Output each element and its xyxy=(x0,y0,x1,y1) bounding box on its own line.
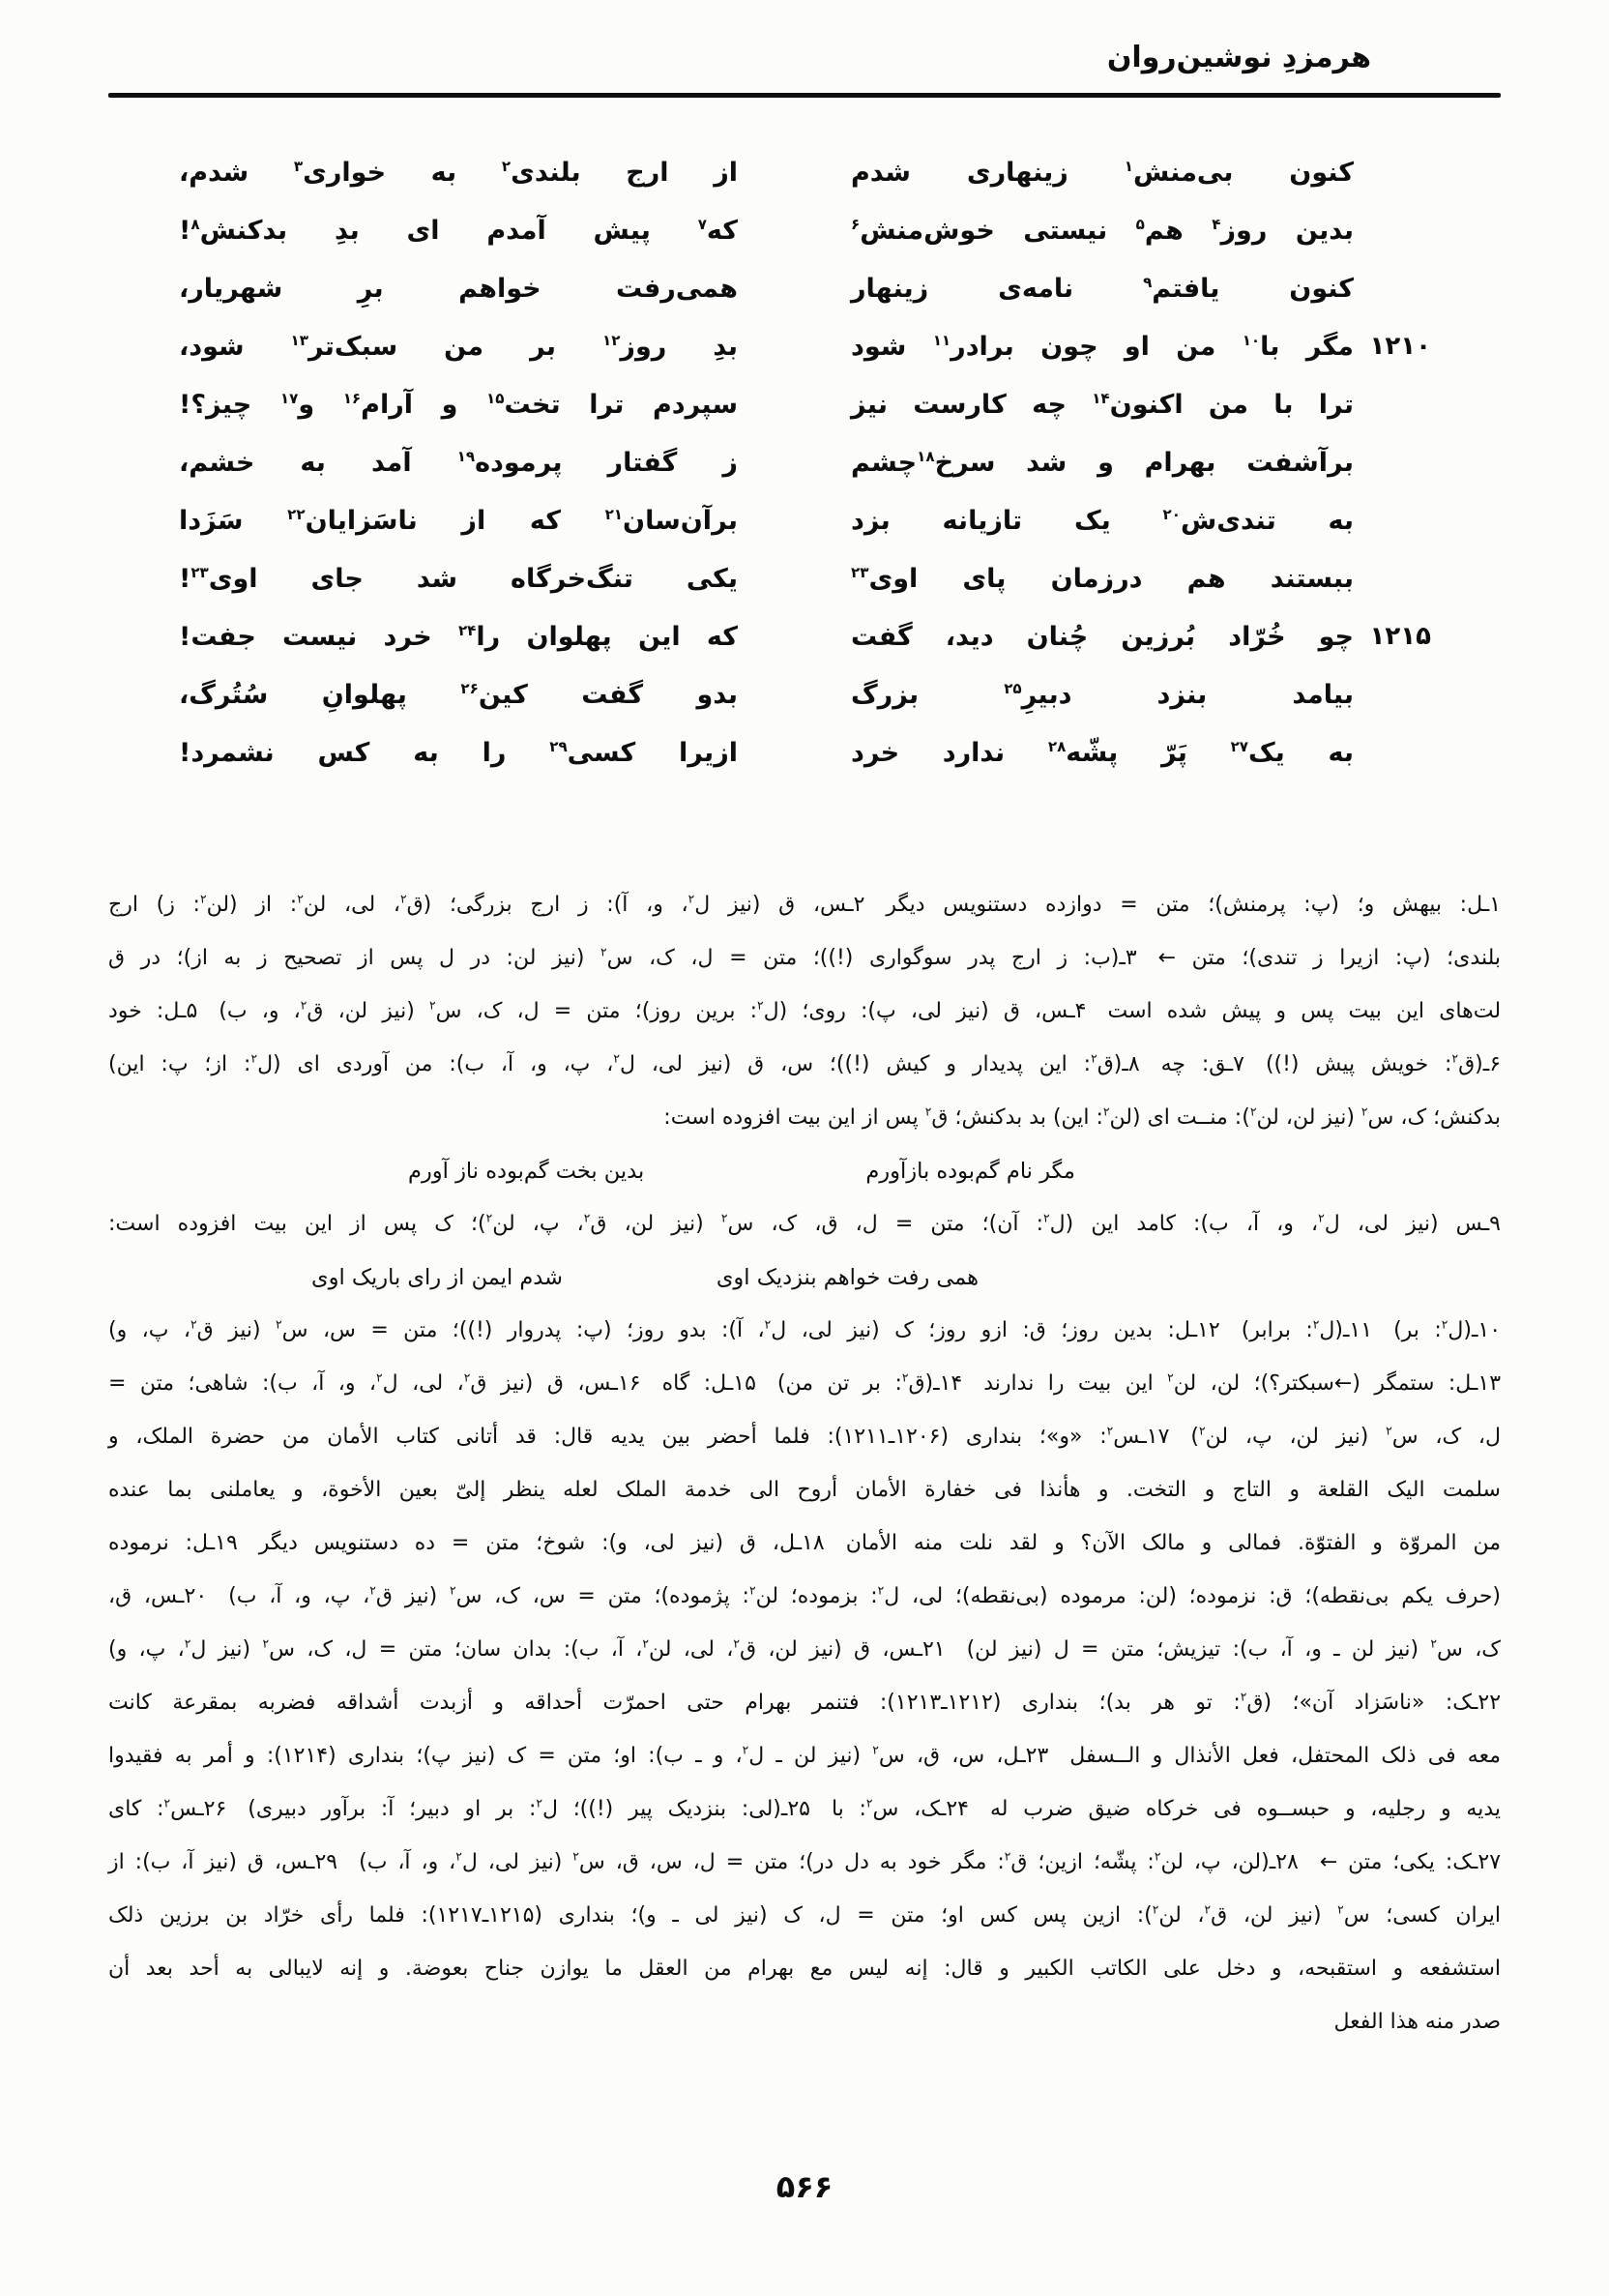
hemistich-right: کنون بی‌منش$^۱$ زینهاری شدم xyxy=(851,157,1354,188)
footnote-marker: ۲۶ xyxy=(460,679,479,697)
footnote-marker: ۲ xyxy=(1430,1636,1438,1651)
footnote-marker: ۲ xyxy=(1318,1211,1325,1225)
hemistich-left: بدِ روز$^{۱۲}$ بر من سبک‌تر$^{۱۳}$ شود، xyxy=(179,331,738,362)
footnote-line: لت‌های این بیت پس و پیش شده است ۴ـس، ق (نیز لی، پ): روی؛ (ل$^۲$: برین روز)؛ متن = ل، ک، س$^۲$ (نیز لن، ق$^۲$، و، ب) ۵ـل: خود xyxy=(108,998,1502,1023)
hemistich-right: ببستند هم درزمان پای اوی$^{۲۳}$ xyxy=(851,563,1354,594)
hemistich-left: ز گفتار پرموده$^{۱۹}$ آمد به خشم، xyxy=(179,447,738,478)
hemistich-left: یکی تنگ‌خرگاه شد جای اوی$^{۲۳}$! xyxy=(179,563,738,594)
poem-row xyxy=(179,491,1354,549)
footnote-marker: ۲ xyxy=(199,892,207,906)
hemistich-left: بدو گفت کین$^{۲۶}$ پهلوانِ سُتُرگ، xyxy=(179,679,738,710)
poem-row xyxy=(179,607,1431,665)
footnotes-block xyxy=(108,878,1501,2048)
footnote-marker: ۲ xyxy=(250,1051,258,1066)
footnote-marker: ۲ xyxy=(877,1583,885,1598)
footnote-marker: ۱۸ xyxy=(917,447,935,465)
footnote-marker: ۲ xyxy=(733,1636,740,1651)
footnote-marker: ۲ xyxy=(1451,1051,1459,1066)
hemistich-right: چو خُرّاد بُرزین چُنان دید، گفت xyxy=(851,621,1354,652)
footnote-marker: ۲ xyxy=(1004,1849,1011,1864)
footnote-marker: ۱۹ xyxy=(456,447,476,465)
footnote-marker: ۶ xyxy=(851,215,861,233)
poem-row xyxy=(179,665,1354,723)
poem-row xyxy=(179,201,1354,259)
footnote-marker: ۲ xyxy=(485,1211,493,1225)
inserted-verse-right: همی رفت خواهم بنزدیک اوی xyxy=(716,1264,979,1290)
footnote-marker: ۱۷ xyxy=(279,389,299,407)
footnote-marker: ۲ xyxy=(1240,1690,1247,1704)
footnote-marker: ۲ xyxy=(642,1636,650,1651)
footnote-line: استشفعه و استقبحه، و دخل علی الکاتب الکبیر و قال: إنه لیس مع بهرام من العقل ما یوازن جناح بعوضة. و إنه لایبالی به أحد بعد أن xyxy=(108,1957,1501,1981)
footnote-marker: ۲ xyxy=(184,1636,191,1651)
footnote-marker: ۱۶ xyxy=(342,389,362,407)
hemistich-left: که$^۷$ پیش آمدم ای بدِ بدکنش$^۸$! xyxy=(179,215,738,246)
footnote-line: ۶ـ(ق$^۲$: خویش پیش (!)) ۷ـق: چه ۸ـ(ق$^۲$: این پدیدار و کیش (!))؛ س، ق (نیز لی، ل$^۲$، پ، و، آ، ب): من آوردی ای (ل$^۲$: از؛ پ: این) xyxy=(108,1051,1502,1076)
footnote-marker: ۲ xyxy=(924,1104,932,1119)
footnote-marker: ۲۹ xyxy=(549,737,568,755)
verse-number xyxy=(1356,549,1431,607)
footnote-line: ۱۰ـ(ل$^۲$: بر) ۱۱ـ(ل$^۲$: برابر) ۱۲ـل: بدین روز؛ ق: ازو روز؛ ک (نیز لی، ل$^۲$، آ): بدو روز؛ (پ: پدروار (!))؛ متن = س، س$^۲$ (نیز ق$^۲$، پ، و) xyxy=(108,1317,1502,1342)
poem-row xyxy=(179,723,1354,781)
footnote-line: ایران کسی؛ س$^۲$ (نیز لن، ق$^۲$، لن$^۲$): ازین پس کس او؛ متن = ل، ک (نیز لی ـ و)؛ بنداری (۱۲۱۵ـ۱۲۱۷): فلما رأی خرّاد بن برزین ذلک xyxy=(108,1902,1501,1928)
footnote-marker: ۲۲ xyxy=(287,505,306,523)
footnote-line: سلمت الیک القلعة و التاج و التخت. و هأنذا فی خفارة الأمان أروح الی خدمة الملک لعله ینظر إلیّ بعین الأخوة، و یعاملنی بما عنده xyxy=(108,1478,1501,1502)
verse-number xyxy=(1356,665,1431,723)
hemistich-right: به یک$^{۲۷}$ پَرّ پشّه$^{۲۸}$ ندارد خرد xyxy=(851,737,1354,768)
footnote-marker: ۲۸ xyxy=(1047,737,1067,755)
footnote-line: ل، ک، س$^۲$ (نیز لن، پ، لن$^۲$) ۱۷ـس$^۲$: «و»؛ بنداری (۱۲۰۶ـ۱۲۱۱): فلما أحضر بین یدیه قال: قد أتانی کتاب الأمان من حضرة الملک، و xyxy=(108,1424,1502,1449)
footnote-marker: ۲ xyxy=(369,1583,376,1598)
verse-number xyxy=(1356,433,1431,491)
footnote-marker: ۷ xyxy=(697,215,707,233)
footnote-marker: ۲۱ xyxy=(604,505,624,523)
footnote-line: ۹ـس (نیز لی، ل$^۲$، و، آ، ب): کامد این (ل$^۲$: آن)؛ متن = ل، ق، ک، س$^۲$ (نیز لن، ق$^۲$، پ، لن$^۲$)؛ ک پس از این بیت افزوده است: xyxy=(108,1211,1501,1236)
footnote-marker: ۲ xyxy=(583,1211,591,1225)
footnote-line: ک، س$^۲$ (نیز لن ـ و، آ، ب): تیزیش؛ متن = ل (نیز لن) ۲۱ـس، ق (نیز لن، ق$^۲$، لی، لن$^۲$، آ، ب): بدان سان؛ متن = ل، ک، س$^۲$ (نیز ل$^۲$، پ، و) xyxy=(108,1636,1501,1662)
footnote-marker: ۲ xyxy=(748,1583,756,1598)
footnote-marker: ۲ xyxy=(613,1051,620,1066)
footnote-marker: ۲ xyxy=(1199,1424,1206,1438)
poem-row xyxy=(179,317,1431,375)
footnote-marker: ۴ xyxy=(1212,215,1221,233)
inserted-verse-left: شدم ایمن از رای باریک اوی xyxy=(311,1264,563,1290)
footnote-marker: ۲۵ xyxy=(1004,679,1022,697)
verse-number xyxy=(1356,375,1431,433)
hemistich-right: بدین روز$^۴$ هم$^۵$ نیستی خوش‌منش$^۶$ xyxy=(851,215,1354,246)
footnote-marker: ۲ xyxy=(1106,1424,1114,1438)
footnote-marker: ۲ xyxy=(297,892,304,906)
hemistich-left: همی‌رفت خواهم برِ شهریار، xyxy=(179,273,738,304)
footnote-line: (حرف یکم بی‌نقطه)؛ ق: نزموده؛ (لن: مرموده (بی‌نقطه)؛ لی، ل$^۲$: بزموده؛ لن$^۲$: پژموده)؛ متن = س، ک، س$^۲$ (نیز ق$^۲$، پ، و، آ، ب) ۲۰ـس، ق، xyxy=(108,1583,1502,1608)
footnote-line: من المروّة و الفتوّة. فمالی و مالک الآن؟ و لقد نلت منه الأمان ۱۸ـل، ق (نیز لی، و): شوخ؛ متن = ده دستنویس دیگر ۱۹ـل: نرموده xyxy=(108,1531,1502,1555)
page-number: ۵۶۶ xyxy=(775,2168,834,2205)
hemistich-right: برآشفت بهرام و شد سرخ$^{۱۸}$چشم xyxy=(851,447,1354,478)
footnote-marker: ۲ xyxy=(1102,1104,1110,1119)
verse-number xyxy=(1356,723,1431,781)
footnote-line: یدیه و رجلیه، و حبســوه فی خرکاه ضیق ضرب له ۲۴ـک، س$^۲$: با ۲۵ـ(لی: بنزدیک پیر (!))؛ ل$^۲$: بر او دبیر؛ آ: برآور دبیری) ۲۶ـس$^۲$: کای xyxy=(108,1796,1501,1821)
hemistich-left: از ارج بلندی$^۲$ به خواری$^۳$ شدم، xyxy=(179,157,738,188)
footnote-marker: ۲ xyxy=(1337,1902,1344,1917)
footnote-line: ۲۷ـک: یکی؛ متن ← ۲۸ـ(لن، پ، لن$^۲$: پشّه؛ ازین؛ ق$^۲$: مگر خود به دل در)؛ متن = ل، س، ق، س$^۲$ (نیز لی، ل$^۲$، و، آ، ب) ۲۹ـس، ق (نیز آ، ب): از xyxy=(108,1849,1502,1874)
footnote-marker: ۱۳ xyxy=(290,331,308,349)
footnote-marker: ۲ xyxy=(262,1636,270,1651)
footnote-marker: ۲ xyxy=(1167,1370,1174,1385)
footnote-marker: ۳ xyxy=(293,157,304,175)
hemistich-right: به تندی‌ش$^{۲۰}$ یک تازیانه بزد xyxy=(851,505,1354,536)
poem-row xyxy=(179,143,1354,201)
hemistich-left: سپردم ترا تخت$^{۱۵}$ و آرام$^{۱۶}$ و$^{۱۷}$ چیز؟! xyxy=(179,389,739,420)
footnote-marker: ۲ xyxy=(536,1796,542,1810)
footnote-marker: ۲ xyxy=(163,1796,171,1810)
verse-number: ۱۲۱۰ xyxy=(1369,332,1431,361)
footnote-marker: ۸ xyxy=(190,215,200,233)
footnote-marker: ۲ xyxy=(872,1743,879,1757)
footnote-marker: ۲ xyxy=(455,1849,462,1864)
footnote-marker: ۲ xyxy=(1249,1104,1257,1119)
footnote-marker: ۲ xyxy=(276,1317,282,1332)
verse-number: ۱۲۱۵ xyxy=(1369,622,1431,651)
footnote-marker: ۱۲ xyxy=(601,331,621,349)
footnote-marker: ۲ xyxy=(901,1370,909,1385)
footnote-marker: ۲ xyxy=(1386,1424,1392,1438)
footnote-marker: ۲ xyxy=(1043,1211,1050,1225)
hemistich-left: ازیرا کسی$^{۲۹}$ را به کس نشمرد! xyxy=(179,737,738,768)
footnote-line: معه فی ذلک المحتفل، فعل الأنذال و الــسفل ۲۳ـل، س، ق، س$^۲$ (نیز لن ـ ل$^۲$، و ـ ب): او؛ متن = ک (نیز پ)؛ بنداری (۱۲۱۴): و أمر به فقیدوا xyxy=(108,1743,1501,1768)
footnote-inserted-verse xyxy=(408,1144,1075,1197)
footnote-marker: ۱۰ xyxy=(1242,331,1261,349)
inserted-verse-right: مگر نام گم‌بوده بازآورم xyxy=(865,1158,1075,1184)
hemistich-right: کنون یافتم$^۹$ نامه‌ی زینهار xyxy=(851,273,1355,304)
footnote-marker: ۲ xyxy=(1152,1902,1159,1917)
header-rule xyxy=(108,93,1501,98)
verse-number xyxy=(1356,201,1431,259)
footnote-marker: ۲ xyxy=(463,1370,471,1385)
poem-row xyxy=(179,433,1354,491)
footnote-marker: ۲ xyxy=(501,157,512,175)
footnote-marker: ۲ xyxy=(300,998,307,1013)
verse-number xyxy=(1356,259,1431,317)
footnote-marker: ۲ xyxy=(742,1743,749,1757)
hemistich-right: مگر با$^{۱۰}$ من او چون برادر$^{۱۱}$ شود xyxy=(851,331,1354,362)
footnote-line: ۲۲ـک: «ناسَزاد آن»؛ (ق$^۲$: تو هر بد)؛ بنداری (۱۲۱۲ـ۱۲۱۳): فتنمر بهرام حتی احمرّت أحداقه و أزبدت أشداقه فضربه بمقرعة کانت xyxy=(108,1690,1502,1715)
footnote-marker: ۱۱ xyxy=(932,331,951,349)
footnote-marker: ۹ xyxy=(1143,273,1153,291)
footnote-line: ۱ـل: بیهش و؛ (پ: پرمنش)؛ متن = دوازده دستنویس دیگر ۲ـس، ق (نیز ل$^۲$، و، آ): ز ارج بزرگی؛ (ق$^۲$، لی، لن$^۲$: از (لن$^۲$: ز) ارج xyxy=(108,892,1502,917)
footnote-marker: ۲ xyxy=(399,892,407,906)
running-head-title: هرمزدِ نوشین‌روان xyxy=(1106,41,1371,74)
footnote-line: بدکنش؛ ک، س$^۲$ (نیز لن، لن$^۲$): منــت ای (لن$^۲$: این) بد بدکنش؛ ق$^۲$ پس از این بیت افزوده است: xyxy=(663,1104,1501,1130)
footnote-marker: ۲۴ xyxy=(457,621,477,639)
footnote-marker: ۲ xyxy=(865,1796,873,1810)
inserted-verse-left: بدین بخت گم‌بوده ناز آورم xyxy=(408,1158,645,1184)
verse-number xyxy=(1356,491,1431,549)
footnote-marker: ۲ xyxy=(449,1583,456,1598)
poem-row xyxy=(179,549,1354,607)
footnote-line: ۱۳ـل: ستمگر (←سبکتر؟)؛ لن، لن$^۲$ این بیت را ندارند ۱۴ـ(ق$^۲$: بر تن من) ۱۵ـل: گاه ۱۶ـس، ق (نیز ق$^۲$، لی، ل$^۲$، و، آ، ب): شاهی؛ متن = xyxy=(108,1370,1502,1396)
footnote-marker: ۲ xyxy=(428,998,436,1013)
footnote-marker: ۲۳ xyxy=(190,563,209,581)
footnote-marker: ۲ xyxy=(1312,1317,1320,1332)
verse-number xyxy=(1356,143,1431,201)
footnote-marker: ۲ xyxy=(572,1849,579,1864)
footnote-marker: ۲ xyxy=(1204,1902,1212,1917)
footnote-marker: ۵ xyxy=(1135,215,1145,233)
hemistich-left: که این پهلوان را$^{۲۴}$ خرد نیست جفت! xyxy=(179,621,738,652)
footnote-marker: ۲ xyxy=(190,1317,197,1332)
footnote-marker: ۲ xyxy=(1441,1317,1448,1332)
footnote-marker: ۲ xyxy=(757,998,764,1013)
footnote-marker: ۲۳ xyxy=(851,563,869,581)
poem-block xyxy=(179,143,1431,781)
footnote-marker: ۲ xyxy=(1154,1849,1161,1864)
footnote-line: بلندی؛ (پ: ازیرا ز تندی)؛ متن ← ۳ـ(ب: ز ارج پدر سوگواری (!))؛ متن = ل، ک، س$^۲$ (نیز لن: در ل پس از تصحیح ز به از)؛ در ق xyxy=(108,945,1501,970)
footnote-marker: ۱۵ xyxy=(485,389,505,407)
footnote-marker: ۲ xyxy=(1360,1104,1368,1119)
hemistich-right: بیامد بنزد دبیرِ$^{۲۵}$ بزرگ xyxy=(851,679,1354,710)
poem-row xyxy=(179,375,1354,433)
poem-row xyxy=(179,259,1354,317)
footnote-marker: ۲۰ xyxy=(1162,505,1181,523)
hemistich-left: برآن‌سان$^{۲۱}$ که از ناسَزایان$^{۲۲}$ سَزَدا xyxy=(179,505,738,536)
footnote-line: صدر منه هذا الفعل xyxy=(1333,2010,1501,2034)
footnote-marker: ۲ xyxy=(1091,1051,1097,1066)
footnote-marker: ۲ xyxy=(376,1370,383,1385)
footnote-marker: ۲ xyxy=(600,945,607,959)
hemistich-right: ترا با من اکنون$^{۱۴}$ چه کارست نیز xyxy=(851,389,1354,420)
footnote-marker: ۲ xyxy=(687,892,695,906)
footnote-marker: ۲۷ xyxy=(1230,737,1249,755)
footnote-marker: ۲ xyxy=(764,1317,772,1332)
footnote-marker: ۲ xyxy=(720,1211,728,1225)
footnote-inserted-verse xyxy=(311,1251,979,1304)
footnote-marker: ۱ xyxy=(1124,157,1133,175)
footnote-marker: ۱۴ xyxy=(1092,389,1110,407)
